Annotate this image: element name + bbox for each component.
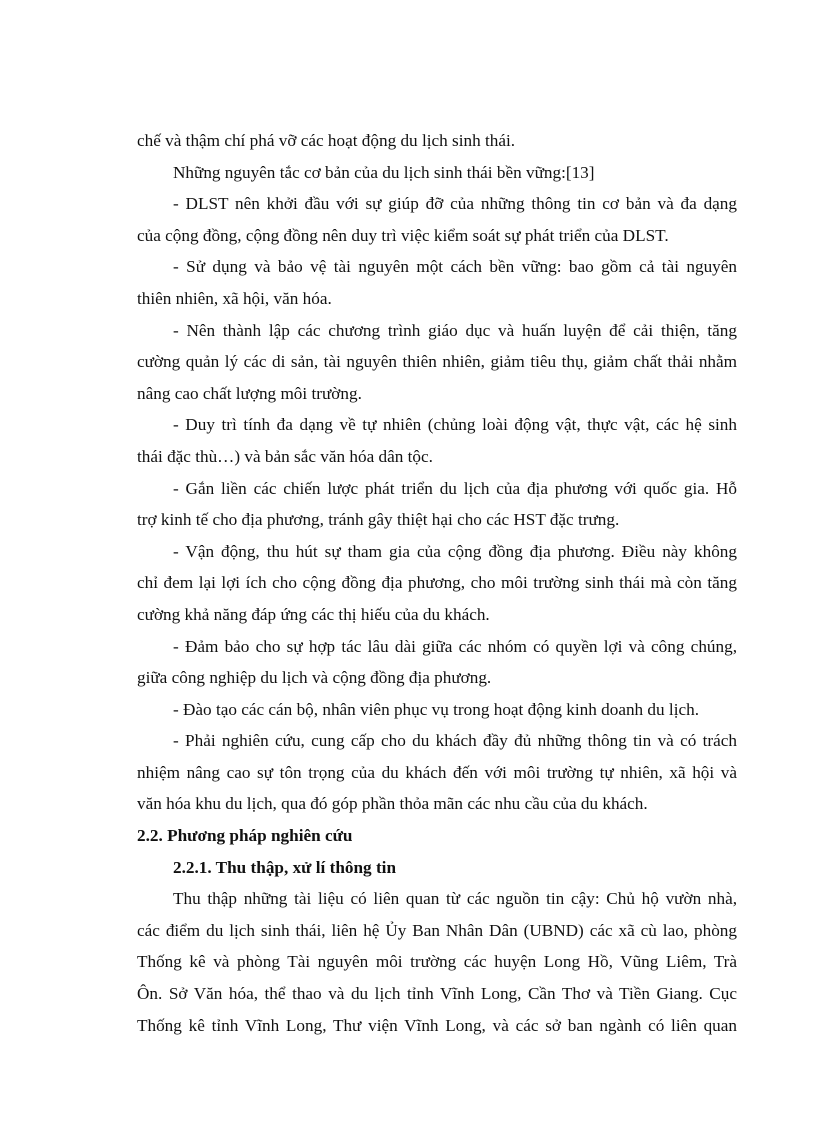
text-line: văn hóa khu du lịch, qua đó góp phần thỏa mãn các nhu cầu của du khách.	[137, 794, 648, 814]
text-line: - Sử dụng và bảo vệ tài nguyên một cách bền vững: bao gồm cả tài nguyên	[173, 257, 737, 277]
text-line: - Nên thành lập các chương trình giáo dục và huấn luyện để cải thiện, tăng	[173, 320, 737, 340]
text-line: cường khả năng đáp ứng các thị hiếu của du khách.	[137, 604, 490, 624]
text-line: Ôn. Sở Văn hóa, thể thao và du lịch tỉnh Vĩnh Long, Cần Thơ và Tiền Giang. Cục	[137, 984, 737, 1004]
text-line: - Vận động, thu hút sự tham gia của cộng đồng địa phương. Điều này không	[173, 541, 737, 561]
text-line: giữa công nghiệp du lịch và cộng đồng địa phương.	[137, 668, 492, 688]
text-line: Những nguyên tắc cơ bản của du lịch sinh thái bền vững:[13]	[173, 162, 595, 182]
text-line: - Đào tạo các cán bộ, nhân viên phục vụ trong hoạt động kinh doanh du lịch.	[173, 699, 699, 719]
text-line: thái đặc thù…) và bản sắc văn hóa dân tộc.	[137, 446, 433, 466]
section-heading: 2.2.1. Thu thập, xử lí thông tin	[173, 857, 397, 877]
text-line: Thu thập những tài liệu có liên quan từ các nguồn tin cậy: Chủ hộ vườn nhà,	[173, 889, 737, 909]
text-line: thiên nhiên, xã hội, văn hóa.	[137, 288, 332, 308]
text-line: Thống kê tỉnh Vĩnh Long, Thư viện Vĩnh Long, và các sở ban ngành có liên quan	[137, 1015, 737, 1035]
text-line: - Gắn liền các chiến lược phát triển du lịch của địa phương với quốc gia. Hỗ	[173, 478, 737, 498]
text-line: Thống kê và phòng Tài nguyên môi trường các huyện Long Hồ, Vũng Liêm, Trà	[137, 952, 737, 972]
text-line: - DLST nên khởi đầu với sự giúp đỡ của những thông tin cơ bản và đa dạng	[173, 194, 737, 214]
text-line: chế và thậm chí phá vỡ các hoạt động du lịch sinh thái.	[137, 131, 516, 150]
text-line: nhiệm nâng cao sự tôn trọng của du khách đến với môi trường tự nhiên, xã hội và	[137, 762, 737, 782]
text-line: - Phải nghiên cứu, cung cấp cho du khách đầy đủ những thông tin và có trách	[173, 731, 737, 751]
text-line: - Duy trì tính đa dạng về tự nhiên (chủng loài động vật, thực vật, các hệ sinh	[173, 415, 737, 435]
text-line: trợ kinh tế cho địa phương, tránh gây thiệt hại cho các HST đặc trưng.	[137, 510, 620, 530]
text-line: các điểm du lịch sinh thái, liên hệ Ủy Ban Nhân Dân (UBND) các xã cù lao, phòng	[137, 920, 737, 940]
document-page	[137, 125, 737, 1041]
text-line: - Đảm bảo cho sự hợp tác lâu dài giữa các nhóm có quyền lợi và công chúng,	[173, 636, 737, 656]
section-heading: 2.2. Phương pháp nghiên cứu	[137, 826, 353, 846]
text-line: chỉ đem lại lợi ích cho cộng đồng địa phương, cho môi trường sinh thái mà còn tăng	[137, 573, 737, 593]
text-line: nâng cao chất lượng môi trường.	[137, 383, 362, 403]
text-line: của cộng đồng, cộng đồng nên duy trì việc kiểm soát sự phát triển của DLST.	[137, 225, 669, 245]
text-line: cường quản lý các di sản, tài nguyên thiên nhiên, giảm tiêu thụ, giảm chất thải nhằm	[137, 352, 737, 372]
